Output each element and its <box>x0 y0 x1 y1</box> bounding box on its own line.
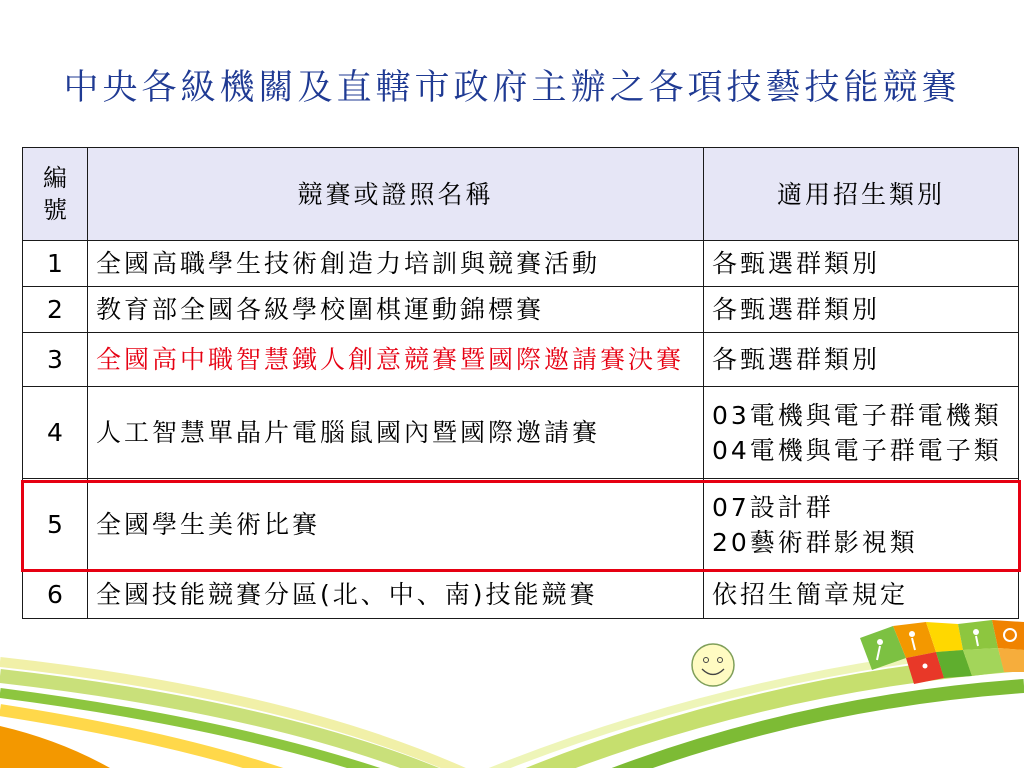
admission-category-cell <box>704 479 1019 571</box>
row-number: 2 <box>47 295 63 324</box>
admission-category-line: 20藝術群影視類 <box>712 527 918 557</box>
admission-category-line: 各甄選群類別 <box>712 249 881 278</box>
admission-category-line: 07設計群 <box>712 492 834 522</box>
header-competition-name <box>88 148 704 241</box>
table-row <box>23 479 1019 571</box>
competition-table <box>22 147 1019 619</box>
header-admission-category-label: 適用招生類別 <box>776 179 945 209</box>
row-number: 1 <box>47 249 63 278</box>
table-row <box>23 571 1019 619</box>
table-row <box>23 333 1019 387</box>
table-row <box>23 387 1019 479</box>
admission-category-line: 04電機與電子群電子類 <box>712 435 1002 465</box>
competition-name: 全國學生美術比賽 <box>96 510 321 539</box>
competition-name: 人工智慧單晶片電腦鼠國內暨國際邀請賽 <box>96 418 601 447</box>
header-competition-name-label: 競賽或證照名稱 <box>297 179 494 209</box>
competition-name-cell <box>88 333 704 387</box>
row-number-cell <box>23 571 88 619</box>
row-number-cell <box>23 241 88 287</box>
admission-category-cell <box>704 571 1019 619</box>
admission-category-cell <box>704 241 1019 287</box>
competition-name-cell <box>88 387 704 479</box>
table-row <box>23 241 1019 287</box>
row-number-cell <box>23 479 88 571</box>
row-number-cell <box>23 387 88 479</box>
competition-name: 全國高職學生技術創造力培訓與競賽活動 <box>96 249 601 278</box>
competition-name: 教育部全國各級學校圍棋運動錦標賽 <box>96 295 545 324</box>
admission-category-line: 03電機與電子群電機類 <box>712 400 1002 430</box>
admission-category-cell <box>704 287 1019 333</box>
table-header-row <box>23 148 1019 241</box>
row-number: 5 <box>47 510 63 539</box>
decorative-swoosh <box>0 600 1024 768</box>
competition-name-cell <box>88 287 704 333</box>
competition-table-container <box>22 147 1018 619</box>
competition-name-cell <box>88 479 704 571</box>
header-number <box>23 148 88 241</box>
admission-category-line: 各甄選群類別 <box>712 345 881 374</box>
header-number-label: 編號 <box>43 163 67 224</box>
admission-category-line: 各甄選群類別 <box>712 295 881 324</box>
smiley-button[interactable] <box>690 642 736 688</box>
admission-category-line: 依招生簡章規定 <box>712 580 909 609</box>
header-admission-category <box>704 148 1019 241</box>
admission-category-cell <box>704 387 1019 479</box>
admission-category-cell <box>704 333 1019 387</box>
competition-name-cell <box>88 571 704 619</box>
row-number: 6 <box>47 580 63 609</box>
slide-title: 中央各級機關及直轄市政府主辦之各項技藝技能競賽 <box>63 68 961 108</box>
row-number: 3 <box>47 345 63 374</box>
smiley-icon <box>690 642 736 688</box>
row-number-cell <box>23 333 88 387</box>
row-number-cell <box>23 287 88 333</box>
table-row <box>23 287 1019 333</box>
row-number: 4 <box>47 418 63 447</box>
competition-name: 全國高中職智慧鐵人創意競賽暨國際邀請賽決賽 <box>96 345 685 374</box>
competition-name-cell <box>88 241 704 287</box>
competition-name: 全國技能競賽分區(北、中、南)技能競賽 <box>96 580 598 609</box>
